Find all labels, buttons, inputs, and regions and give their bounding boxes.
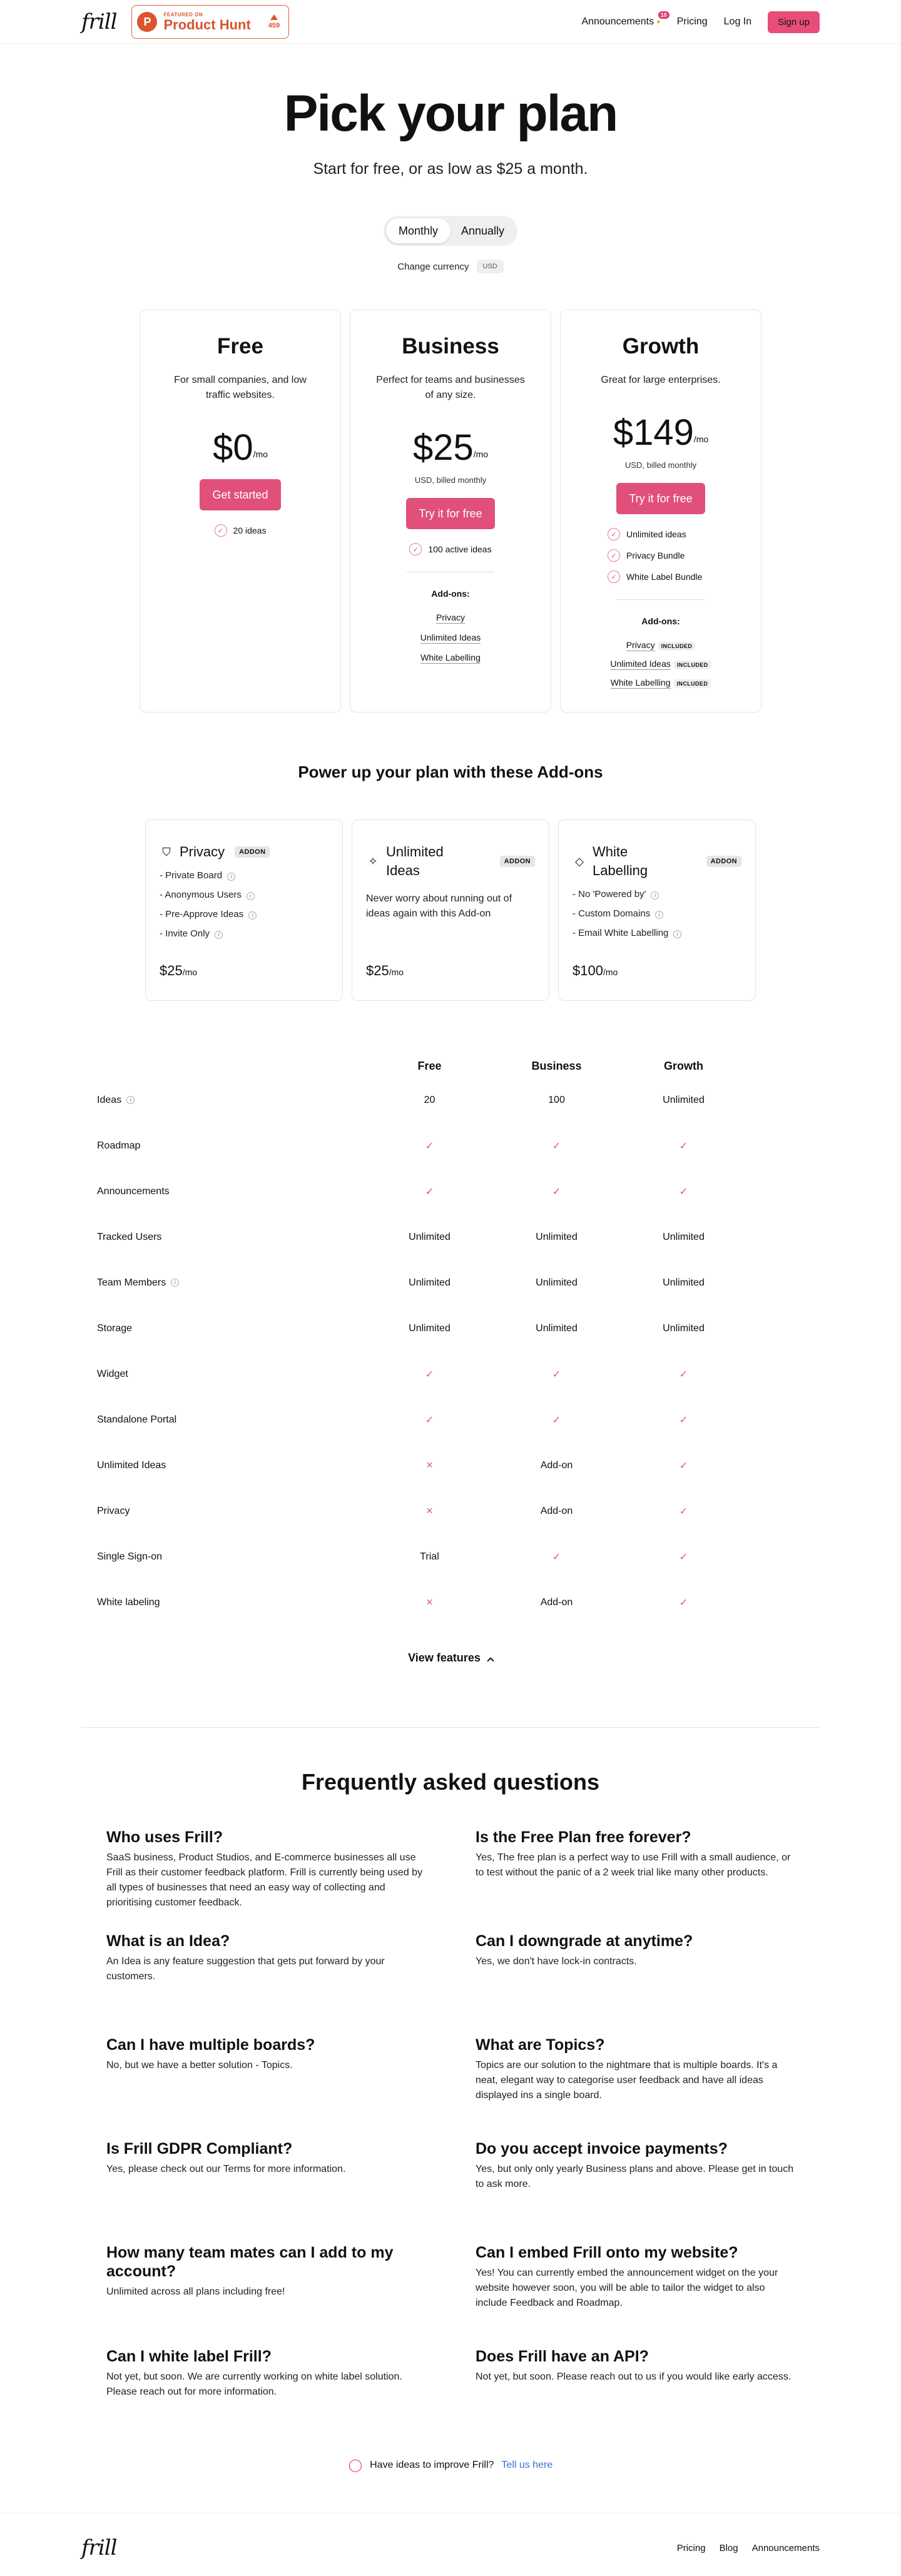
improve-text: Have ideas to improve Frill?: [370, 2459, 494, 2470]
faq-question: Do you accept invoice payments?: [476, 2140, 728, 2158]
table-row: [91, 1488, 810, 1534]
chat-bubble-icon: ◯: [348, 2458, 363, 2472]
main-nav: [581, 11, 820, 33]
table-cell: ✓: [679, 1506, 688, 1517]
footer-link-pricing[interactable]: Pricing: [676, 2542, 706, 2553]
table-row: [91, 1534, 810, 1580]
table-cell: ✓: [425, 1140, 434, 1152]
faq-question: What is an Idea?: [106, 1932, 230, 1950]
faq-grid: [106, 1828, 795, 2451]
price-period: /mo: [473, 449, 489, 459]
price-amount: $0: [213, 427, 253, 468]
addon-desc: Never worry about running out of ideas again with this Add-on: [366, 893, 512, 919]
table-cell: ✓: [425, 1414, 434, 1426]
bell-icon: ●: [656, 18, 661, 26]
addon-price: $100/mo: [573, 963, 618, 978]
row-label: Storage: [97, 1322, 133, 1334]
table-cell: ✓: [425, 1186, 434, 1197]
faq-question: How many team mates can I add to my account?: [106, 2244, 394, 2280]
faq-item: [476, 1932, 795, 2036]
tag-icon: ◇: [575, 854, 584, 868]
improve-row: [0, 2457, 901, 2473]
faq-answer: SaaS business, Product Studios, and E-commerce businesses all use Frill as their customer feedback platform. Frill is currently being used by all types of businesses that need an easy way of collecting and prioritising customer feedback.: [106, 1852, 423, 1908]
plan-card-free: [140, 310, 341, 712]
row-label: Ideas i: [91, 1095, 366, 1106]
column-header: Free: [417, 1059, 442, 1072]
footer-link-announcements[interactable]: Announcements: [751, 2542, 820, 2553]
feature-label: Privacy Bundle: [626, 550, 685, 560]
check-circle-icon: ✓: [215, 524, 227, 537]
table-cell: ✓: [679, 1369, 688, 1380]
logo[interactable]: frill: [81, 9, 117, 34]
addon-item: - No 'Powered by' i: [573, 889, 741, 900]
table-cell: ✓: [679, 1551, 688, 1563]
table-cell: ✓: [679, 1597, 688, 1608]
faq-answer: Yes, but only only yearly Business plans and above. Please get in touch to ask more.: [476, 2164, 794, 2189]
faq-question: Is the Free Plan free forever?: [476, 1828, 691, 1846]
divider: [617, 599, 705, 600]
table-cell: ✓: [552, 1140, 561, 1152]
faq-question: Can I downgrade at anytime?: [476, 1932, 693, 1950]
faq-question: Can I have multiple boards?: [106, 2036, 315, 2054]
faq-answer: An Idea is any feature suggestion that gets put forward by your customers.: [106, 1956, 385, 1982]
get-started-button[interactable]: Get started: [200, 479, 280, 510]
info-icon[interactable]: i: [651, 891, 659, 900]
table-row: [91, 1214, 810, 1260]
faq-answer: Not yet, but soon. We are currently working on white label solution. Please reach out for more information.: [106, 2371, 402, 2397]
addon-item: - Custom Domains i: [573, 908, 741, 919]
table-cell: ×: [426, 1504, 433, 1517]
table-cell: ✓: [679, 1186, 688, 1197]
table-row: [91, 1397, 810, 1443]
addon-price: $25/mo: [160, 963, 198, 978]
addon-card-privacy: [145, 819, 343, 1001]
addon-item: - Email White Labelling i: [573, 928, 741, 938]
faq-item: [106, 1932, 425, 2036]
table-cell: ×: [426, 1596, 433, 1608]
info-icon[interactable]: i: [655, 911, 663, 919]
footer-logo[interactable]: frill: [81, 2535, 117, 2560]
faq-item: [106, 2243, 425, 2347]
addon-link-privacy[interactable]: Privacy: [436, 612, 465, 622]
nav-pricing[interactable]: Pricing: [676, 16, 708, 27]
faq-question: Can I white label Frill?: [106, 2348, 272, 2365]
addon-item: - Anonymous Users i: [160, 890, 328, 900]
addon-item: - Pre-Approve Ideas i: [160, 909, 328, 920]
plan-desc: Great for large enterprises.: [601, 375, 721, 385]
table-cell: Unlimited: [663, 1277, 705, 1288]
faq-item: [106, 1828, 425, 1932]
addon-name: Unlimited Ideas: [386, 844, 444, 878]
faq-item: [476, 1828, 795, 1932]
addons-title: Add-ons:: [641, 616, 680, 626]
check-circle-icon: ✓: [608, 528, 620, 540]
plan-feature: [608, 549, 685, 562]
table-cell: Add-on: [540, 1505, 573, 1516]
site-footer: [0, 2513, 901, 2575]
addon-link-unlimited-ideas[interactable]: Unlimited Ideas: [610, 659, 671, 669]
info-icon[interactable]: i: [215, 931, 223, 939]
table-row: [91, 1260, 810, 1306]
site-header: [0, 0, 901, 44]
table-cell: Unlimited: [536, 1277, 578, 1288]
faq-question: Who uses Frill?: [106, 1828, 223, 1846]
table-row: [91, 1351, 810, 1397]
producthunt-votes: 459: [268, 22, 280, 29]
table-cell: ✓: [552, 1551, 561, 1563]
billed-note: USD, billed monthly: [624, 460, 697, 470]
table-cell: ✓: [679, 1460, 688, 1471]
row-label: Tracked Users: [97, 1231, 162, 1242]
faq-question: Is Frill GDPR Compliant?: [106, 2140, 293, 2158]
faq-item: [106, 2347, 425, 2451]
faq-title: Frequently asked questions: [301, 1769, 600, 1795]
table-cell: 100: [548, 1094, 565, 1105]
producthunt-small: FEATURED ON: [163, 11, 203, 18]
row-label: Widget: [97, 1368, 128, 1379]
table-cell: Trial: [420, 1551, 439, 1562]
producthunt-icon: P: [137, 12, 157, 32]
table-cell: ×: [426, 1459, 433, 1471]
plan-card-business: [350, 310, 551, 712]
faq-question: Can I embed Frill onto my website?: [476, 2244, 738, 2261]
faq-answer: Yes! You can currently embed the announcement widget on the your website however soon, you will be able to tailor the widget to also include Feedback and Roadmap.: [476, 2268, 778, 2308]
row-label: White labeling: [97, 1596, 160, 1608]
faq-item: [476, 2347, 795, 2451]
info-icon[interactable]: i: [171, 1279, 179, 1287]
faq-answer: Topics are our solution to the nightmare that is multiple boards. It's a neat, elegant way to categorise user feedback and have all ideas displayed ins a single board.: [476, 2060, 778, 2101]
row-label: Announcements: [97, 1185, 170, 1197]
table-cell: Unlimited: [409, 1231, 450, 1242]
addon-name: Privacy: [180, 844, 225, 860]
addon-badge: ADDON: [235, 846, 270, 858]
check-circle-icon: ✓: [608, 570, 620, 583]
column-header: Business: [531, 1059, 582, 1072]
info-icon[interactable]: i: [126, 1096, 135, 1104]
row-label: Unlimited Ideas: [97, 1459, 166, 1471]
plan-feature: [215, 524, 267, 537]
footer-link-blog[interactable]: Blog: [719, 2542, 738, 2553]
section-divider: [81, 1727, 820, 1728]
table-cell: ✓: [552, 1414, 561, 1426]
toggle-annually[interactable]: Annually: [461, 225, 505, 237]
faq-answer: Yes, please check out our Terms for more information.: [106, 2164, 346, 2174]
announcements-badge: 10: [658, 11, 669, 19]
plan-price: [561, 414, 761, 452]
plan-card-growth: [560, 310, 761, 712]
addon-link-privacy[interactable]: Privacy: [626, 640, 655, 650]
addon-name: White Labelling: [593, 844, 648, 878]
faq-item: [476, 2243, 795, 2347]
producthunt-title: Product Hunt: [163, 16, 251, 33]
addon-link-white-labelling[interactable]: White Labelling: [610, 677, 671, 687]
info-icon[interactable]: i: [247, 892, 255, 900]
currency-label: Change currency: [397, 261, 469, 272]
table-cell: Unlimited: [409, 1322, 450, 1334]
feature-label: 20 ideas: [233, 525, 267, 535]
plan-name: Free: [217, 334, 263, 358]
plan-feature: [409, 543, 491, 555]
addon-cards: [0, 819, 901, 1001]
table-row: [91, 1580, 810, 1625]
faq-answer: Yes, we don't have lock-in contracts.: [476, 1956, 637, 1967]
addon-item: - Private Board i: [160, 870, 328, 881]
table-header: [91, 1055, 810, 1077]
plan-desc: Perfect for teams and businesses of any size.: [376, 375, 525, 400]
faq-item: [476, 2036, 795, 2139]
addon-badge: ADDON: [706, 856, 741, 867]
table-cell: Unlimited: [663, 1094, 705, 1105]
table-cell: Unlimited: [409, 1277, 450, 1288]
table-cell: ✓: [425, 1369, 434, 1380]
row-label: Single Sign-on: [97, 1551, 163, 1562]
plan-price: [350, 429, 551, 467]
nav-login[interactable]: Log In: [723, 16, 752, 27]
table-cell: ✓: [679, 1414, 688, 1426]
plan-feature: [608, 570, 702, 583]
magic-wand-icon: ✧: [368, 854, 378, 868]
table-cell: Unlimited: [536, 1322, 578, 1334]
table-cell: ✓: [552, 1186, 561, 1197]
billing-toggle: [384, 216, 517, 246]
table-cell: ✓: [679, 1140, 688, 1152]
price-period: /mo: [253, 449, 268, 459]
table-row: [91, 1306, 810, 1351]
check-circle-icon: ✓: [608, 549, 620, 562]
tell-us-link[interactable]: Tell us here: [501, 2459, 553, 2470]
faq-answer: No, but we have a better solution - Topics.: [106, 2060, 293, 2071]
plan-name: Growth: [622, 334, 700, 358]
included-badge: INCLUDED: [674, 661, 711, 669]
faq-answer: Unlimited across all plans including free!: [106, 2286, 285, 2297]
nav-announcements-label: Announcements: [581, 16, 654, 27]
signup-button[interactable]: Sign up: [768, 11, 820, 33]
price-amount: $149: [613, 412, 694, 453]
billed-note: USD, billed monthly: [414, 475, 487, 485]
included-badge: INCLUDED: [674, 679, 711, 688]
plans: [0, 310, 901, 712]
feature-label: Unlimited ideas: [626, 529, 686, 539]
producthunt-badge[interactable]: [131, 5, 289, 39]
included-badge: INCLUDED: [658, 642, 696, 651]
page-title: Pick your plan: [283, 85, 618, 142]
faq-question: What are Topics?: [476, 2036, 605, 2054]
addons-section-title: Power up your plan with these Add-ons: [298, 763, 603, 781]
faq-item: [476, 2139, 795, 2243]
table-cell: 20: [424, 1094, 435, 1105]
plan-feature: [608, 528, 686, 540]
addon-link-unlimited-ideas[interactable]: Unlimited Ideas: [420, 632, 481, 642]
table-row: [91, 1443, 810, 1488]
info-icon[interactable]: i: [248, 911, 257, 920]
info-icon[interactable]: i: [673, 930, 681, 938]
check-circle-icon: ✓: [409, 543, 422, 555]
upvote-icon: [270, 14, 278, 20]
plan-desc: For small companies, and low traffic websites.: [174, 375, 307, 400]
currency-row: [0, 260, 901, 273]
faq-answer: Yes, The free plan is a perfect way to use Frill with a small audience, or to test without the panic of a 2 week trial like many other products.: [476, 1852, 791, 1878]
addon-card-white-labelling: [558, 819, 756, 1001]
plan-name: Business: [402, 334, 499, 358]
price-amount: $25: [412, 427, 474, 468]
plan-price: [140, 429, 340, 467]
row-label: Standalone Portal: [97, 1414, 177, 1425]
hero: [0, 44, 901, 273]
addon-price: $25/mo: [366, 963, 404, 978]
table-row: [91, 1169, 810, 1214]
chevron-up-icon: [487, 1657, 494, 1664]
try-free-button-growth[interactable]: Try it for free: [616, 483, 705, 514]
row-label: Roadmap: [97, 1140, 141, 1151]
faq-item: [106, 2139, 425, 2243]
faq-answer: Not yet, but soon. Please reach out to us if you would like early access.: [476, 2371, 792, 2382]
faq-question: Does Frill have an API?: [476, 2348, 649, 2365]
table-cell: Unlimited: [663, 1231, 705, 1242]
price-period: /mo: [693, 434, 709, 444]
table-row: [91, 1123, 810, 1169]
nav-announcements[interactable]: [581, 12, 667, 28]
toggle-monthly[interactable]: Monthly: [386, 218, 450, 243]
column-header: Growth: [664, 1059, 703, 1072]
feature-label: White Label Bundle: [626, 572, 703, 582]
row-label: Privacy: [97, 1505, 130, 1516]
currency-select[interactable]: USD: [477, 260, 504, 273]
feature-label: 100 active ideas: [428, 544, 492, 554]
addons-title: Add-ons:: [431, 589, 470, 599]
row-label: Team Members i: [91, 1277, 366, 1289]
addon-card-unlimited-ideas: [352, 819, 549, 1001]
table-cell: Unlimited: [663, 1322, 705, 1334]
table-cell: Add-on: [540, 1459, 573, 1471]
table-cell: ✓: [552, 1369, 561, 1380]
addon-link-white-labelling[interactable]: White Labelling: [420, 652, 481, 662]
table-cell: Unlimited: [536, 1231, 578, 1242]
shield-icon: ⛉: [162, 845, 171, 858]
addon-item: - Invite Only i: [160, 928, 328, 939]
info-icon[interactable]: i: [227, 873, 235, 881]
view-features-toggle[interactable]: View features: [0, 1651, 901, 1665]
page-subtitle: Start for free, or as low as $25 a month.: [313, 160, 588, 178]
addon-badge: ADDON: [500, 856, 535, 867]
table-row: [91, 1077, 810, 1123]
faq-item: [106, 2036, 425, 2139]
comparison-table: [91, 1055, 810, 1625]
table-cell: Add-on: [540, 1596, 573, 1608]
try-free-button-business[interactable]: Try it for free: [406, 498, 494, 529]
